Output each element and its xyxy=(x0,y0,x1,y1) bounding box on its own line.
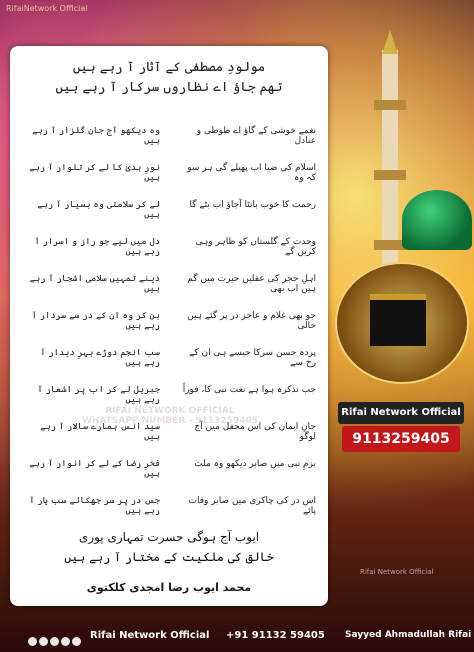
verse-second-half: فخرِ رضا کے لے کر انوار آ رہے ہیں xyxy=(29,459,160,479)
verse-first-half: اس در کی چاکری میں صابر وفات پائے xyxy=(188,496,316,516)
whatsapp-icon[interactable] xyxy=(61,637,70,646)
poet-name: محمد ایوب رضا امجدی کلکتوی xyxy=(86,581,252,594)
verse xyxy=(22,348,316,368)
verse xyxy=(22,496,316,516)
footer-bar xyxy=(0,622,474,652)
picture-watermark-line-2: WHATSAPP NUMBER - 9113259405 xyxy=(82,416,258,426)
instagram-icon[interactable] xyxy=(39,637,48,646)
footer-channel-name: Rifai Network Official xyxy=(90,630,210,641)
verse xyxy=(22,274,316,294)
facebook-icon[interactable] xyxy=(28,637,37,646)
picture-watermark-line-1: RIFAI NETWORK OFFICIAL xyxy=(105,406,235,416)
verse-first-half: رحمت کا خوب بانٹا آجاؤ اب بٹے گا xyxy=(189,200,316,210)
brand-phone-banner: 9113259405 xyxy=(342,426,460,452)
verse-first-half: وحدت کے گلستاں کو ظاہر وہی کریں گے xyxy=(195,237,316,257)
closing-line-1: ایوب آج ہوگی حسرت تمہاری پوری xyxy=(78,530,260,544)
verse-second-half: جبریل لے کر اب پر اشعار آ رہے ہیں xyxy=(37,385,160,405)
verse-first-half: پردہ حسن سرکا جیسے ہی ان کے رخ سے xyxy=(189,348,316,368)
youtube-icon[interactable] xyxy=(50,637,59,646)
verse xyxy=(22,163,316,183)
verse-second-half: دینے تمہیں سلامی اشجار آ رہے ہیں xyxy=(29,274,160,294)
verse-first-half: جانِ ایمان کی اس محفل میں آج لوگو xyxy=(194,422,316,442)
verse xyxy=(22,237,316,257)
title-line-2: تھم جاؤ اے نظاروں سرکار آ رہے ہیں xyxy=(55,80,283,95)
verse xyxy=(22,311,316,331)
footer-phone: +91 91132 59405 xyxy=(226,630,325,641)
verse-second-half: بن کر وہ ان کے در سے سردار آ رہے ہیں xyxy=(31,311,160,331)
green-dome xyxy=(402,190,472,250)
verse xyxy=(22,422,316,442)
verse-first-half: نغمے خوشی کے گاؤ اے طوطی و عنادل xyxy=(196,126,316,146)
kaaba-icon xyxy=(370,294,426,346)
verse-first-half: بزمِ نبی میں صابر دیکھو وہ ملت xyxy=(194,459,316,469)
verse xyxy=(22,200,316,220)
verse-first-half: جو بھی غلام و عاجز در پر گئے ہیں خالی xyxy=(187,311,316,331)
verse-second-half: سب انجم دوڑے بہرِ دیدار آ رہے ہیں xyxy=(40,348,160,368)
twitter-icon[interactable] xyxy=(72,637,81,646)
verse xyxy=(22,126,316,146)
poem-card xyxy=(10,46,328,606)
verse-second-half: وہ دیکھو آج جانِ گلزار آ رہے ہیں xyxy=(32,126,160,146)
verse-second-half: نورِ ہدیٰ کا لے کر تلوار آ رہے ہیں xyxy=(29,163,160,183)
verse-second-half: دل میں لیے جو راز و اسرار آ رہے ہیں xyxy=(34,237,160,257)
verse-first-half: اسلام کی ضیا اب پھیلے گی ہر سو کہ وہ xyxy=(187,163,316,183)
side-watermark: Rifai Network Official xyxy=(360,568,434,576)
verse xyxy=(22,385,316,405)
social-icons xyxy=(28,631,83,643)
verse-first-half: جب تذکرہ ہوا ہے نعت نبی کا، فوراً xyxy=(182,385,316,395)
verse-second-half: لے کر سلامتی وہ بسیار آ رہے ہیں xyxy=(37,200,160,220)
verse xyxy=(22,459,316,479)
brand-name-banner: Rifai Network Official xyxy=(338,402,464,424)
top-watermark: RifaiNetwork Official xyxy=(6,4,88,13)
verse-second-half: سید انس ہمارے سالار آ رہے ہیں xyxy=(40,422,160,442)
closing-line-2: خالق کی ملکیت کے مختار آ رہے ہیں xyxy=(64,550,274,564)
footer-author-name: Sayyed Ahmadullah Rifai xyxy=(345,630,472,640)
verse-second-half: جس در پر سر جھکائے سب یار آ رہے ہیں xyxy=(29,496,160,516)
title-line-1: مولودِ مصطفٰی کے آثار آ رہے ہیں xyxy=(72,60,266,75)
verse-first-half: اہلِ حجر کی عقلیں حیرت میں گم ہیں اب بھی xyxy=(187,274,316,294)
